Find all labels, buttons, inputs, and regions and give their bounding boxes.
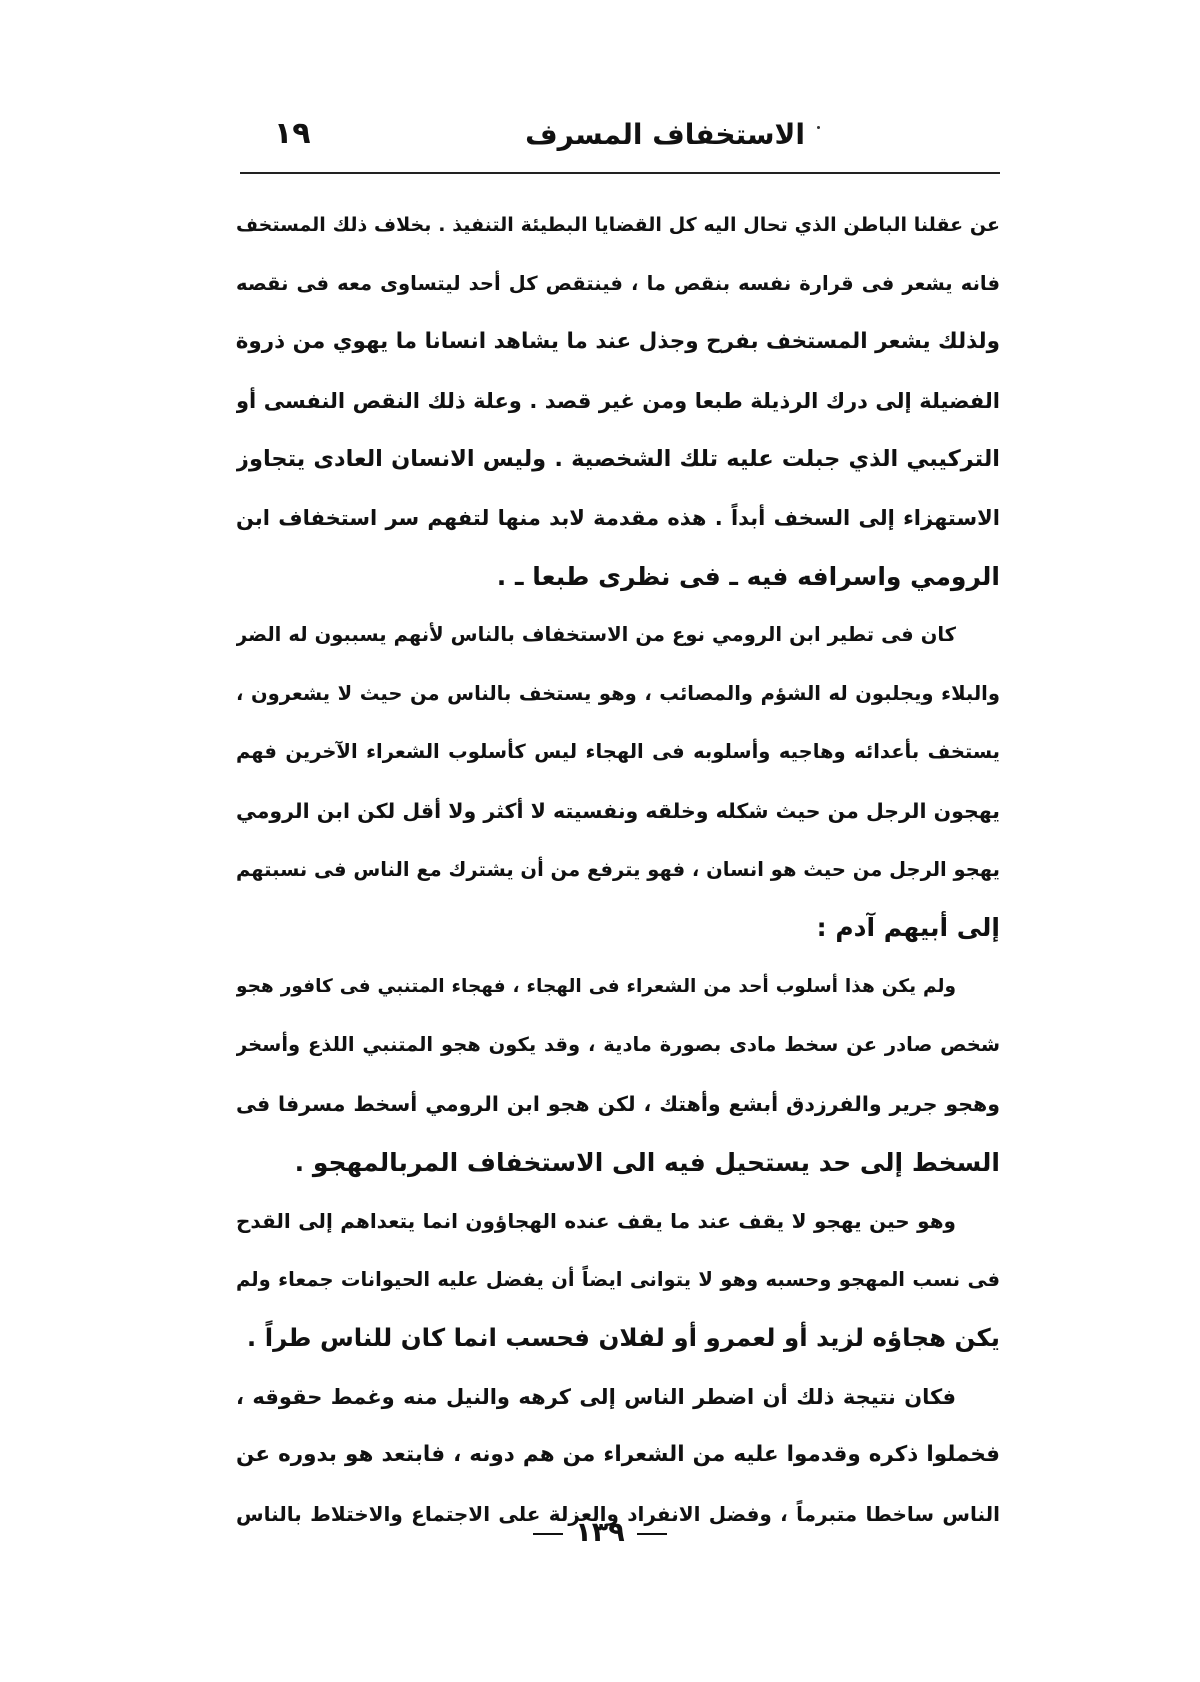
body-text <box>236 196 1000 1544</box>
paragraph <box>236 606 1000 958</box>
text-line: وهو حين يهجو لا يقف عند ما يقف عنده الهجاؤون انما يتعداهم إلى القدح <box>236 1209 956 1234</box>
page-footer <box>0 1517 1200 1548</box>
text-line: السخط إلى حد يستحيل فيه الى الاستخفاف المربالمهجو . <box>294 1147 1000 1177</box>
text-line: فخملوا ذكره وقدموا عليه من الشعراء من هم دونه ، فابتعد هو بدوره عن <box>236 1442 1000 1468</box>
text-line: ولذلك يشعر المستخف بفرح وجذل عند ما يشاهد انسانا ما يهوي من ذروة <box>236 329 1000 355</box>
footer-dash-right <box>533 1533 563 1535</box>
text-line: والبلاء ويجلبون له الشؤم والمصائب ، وهو يستخف بالناس من حيث لا يشعرون ، <box>236 681 1000 705</box>
text-line: شخص صادر عن سخط مادى بصورة مادية ، وقد يكون هجو المتنبي اللذع وأسخر <box>236 1033 1000 1057</box>
text-line: ولم يكن هذا أسلوب أحد من الشعراء فى الهجاء ، فهجاء المتنبي فى كافور هجو <box>236 975 956 997</box>
paragraph <box>236 958 1000 1192</box>
text-line: إلى أبيهم آدم : <box>816 913 1000 943</box>
page-header <box>240 112 1000 160</box>
header-mark <box>817 126 820 129</box>
text-line: يهجون الرجل من حيث شكله وخلقه ونفسيته لا أكثر ولا أقل لكن ابن الرومي <box>236 798 1000 823</box>
paragraph <box>236 196 1000 606</box>
running-title: الاستخفاف المسرف <box>525 118 805 151</box>
text-line: كان فى تطير ابن الرومي نوع من الاستخفاف بالناس لأنهم يسببون له الضر <box>236 623 956 647</box>
text-line: الفضيلة إلى درك الرذيلة طبعا ومن غير قصد . وعلة ذلك النقص النفسى أو <box>236 388 1000 413</box>
paragraph <box>236 1192 1000 1368</box>
text-line: وهجو جرير والفرزدق أبشع وأهتك ، لكن هجو ابن الرومي أسخط مسرفا فى <box>236 1091 1000 1116</box>
footer-page-number: ١٣٩ <box>575 1517 625 1548</box>
text-line: يستخف بأعدائه وهاجيه وأسلوبه فى الهجاء ليس كأسلوب الشعراء الآخرين فهم <box>236 740 1000 764</box>
text-line: يهجو الرجل من حيث هو انسان ، فهو يترفع من أن يشترك مع الناس فى نسبتهم <box>236 857 1000 881</box>
header-rule <box>240 172 1000 174</box>
text-line: يكن هجاؤه لزيد أو لعمرو أو لفلان فحسب انما كان للناس طراً . <box>246 1323 1000 1353</box>
header-page-number: ١٩ <box>274 116 311 151</box>
text-line: التركيبي الذي جبلت عليه تلك الشخصية . وليس الانسان العادى يتجاوز <box>236 446 1000 473</box>
footer-dash-left <box>637 1533 667 1535</box>
text-line: الرومي واسرافه فيه ـ فى نظرى طبعا ـ . <box>496 561 1000 591</box>
text-line: فانه يشعر فى قرارة نفسه بنقص ما ، فينتقص كل أحد ليتساوى معه فى نقصه <box>236 271 1000 295</box>
text-line: الناس ساخطا متبرماً ، وفضل الانفراد والعزلة على الاجتماع والاختلاط بالناس <box>236 1502 1000 1527</box>
text-line: الاستهزاء إلى السخف أبداً . هذه مقدمة لابد منها لتفهم سر استخفاف ابن <box>236 505 1000 530</box>
text-line: فى نسب المهجو وحسبه وهو لا يتوانى ايضاً أن يفضل عليه الحيوانات جمعاء ولم <box>236 1267 1000 1291</box>
text-line: عن عقلنا الباطن الذي تحال اليه كل القضايا البطيئة التنفيذ . بخلاف ذلك المستخف <box>236 214 1000 236</box>
text-line: فكان نتيجة ذلك أن اضطر الناس إلى كرهه والنيل منه وغمط حقوقه ، <box>236 1384 956 1409</box>
